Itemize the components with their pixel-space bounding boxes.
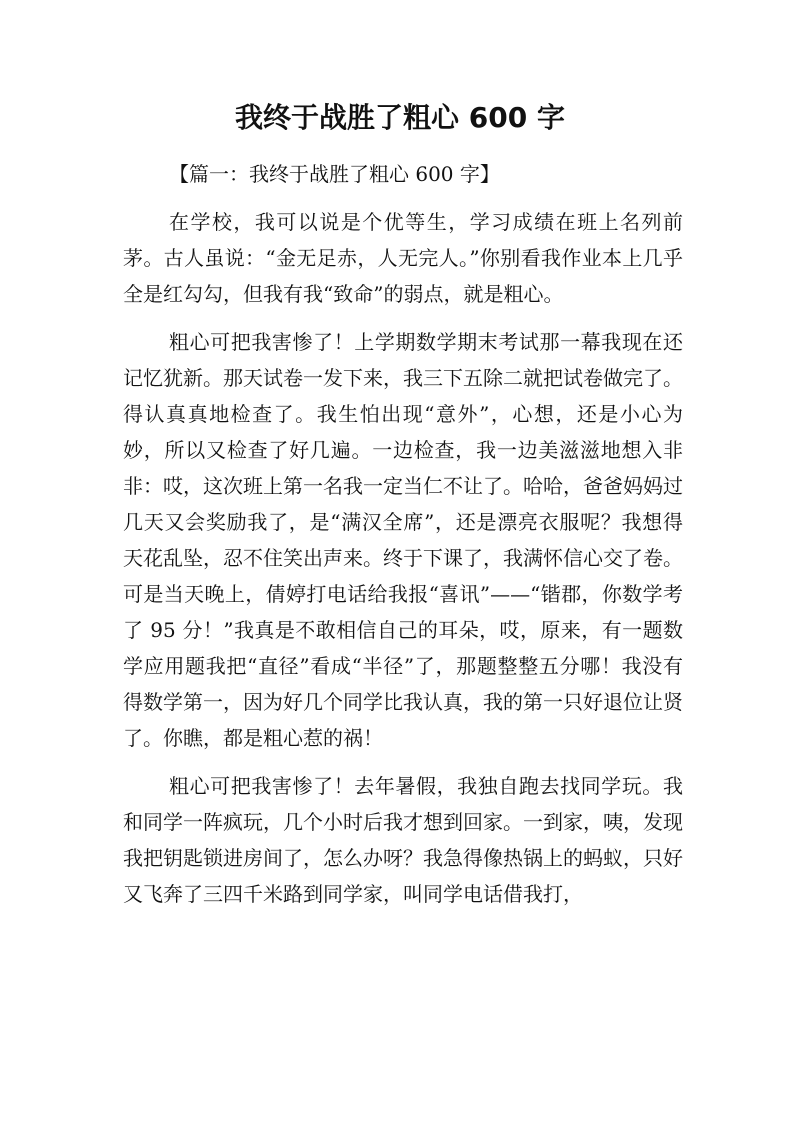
paragraph-2: 粗心可把我害惨了！上学期数学期末考试那一幕我现在还记忆犹新。那天试卷一发下来，我三下五除二就把试卷做完了。得认真真地检查了。我生怕出现“意外”，心想，还是小心为妙，所以又检查了好几遍。一边检查，我一边美滋滋地想入非非：哎，这次班上第一名我一定当仁不让了。哈哈，爸爸妈妈过几天又会奖励我了，是“满汉全席”，还是漂亮衣服呢？我想得天花乱坠，忍不住笑出声来。终于下课了，我满怀信心交了卷。可是当天晚上，倩婷打电话给我报“喜讯”——“锴郡，你数学考了 95 分！”我真是不敢相信自己的耳朵，哎，原来，有一题数学应用题我把“直径”看成“半径”了，那题整整五分哪！我没有得数学第一，因为好几个同学比我认真，我的第一只好退位让贤了。你瞧，都是粗心惹的祸！ bbox=[123, 330, 683, 750]
section-heading: 【篇一：我终于战胜了粗心 600 字】 bbox=[169, 162, 500, 186]
document-body bbox=[123, 156, 683, 912]
paragraph-1: 在学校，我可以说是个优等生，学习成绩在班上名列前茅。古人虽说：“金无足赤，人无完人。”你别看我作业本上几乎全是红勾勾，但我有我“致命”的弱点，就是粗心。 bbox=[123, 210, 683, 306]
document-title: 我终于战胜了粗心 600 字 bbox=[235, 101, 565, 134]
paragraph-3: 粗心可把我害惨了！去年暑假，我独自跑去找同学玩。我和同学一阵疯玩，几个小时后我才想到回家。一到家，咦，发现我把钥匙锁进房间了，怎么办呀？我急得像热锅上的蚂蚁，只好又飞奔了三四千米路到同学家，叫同学电话借我打， bbox=[123, 774, 683, 906]
